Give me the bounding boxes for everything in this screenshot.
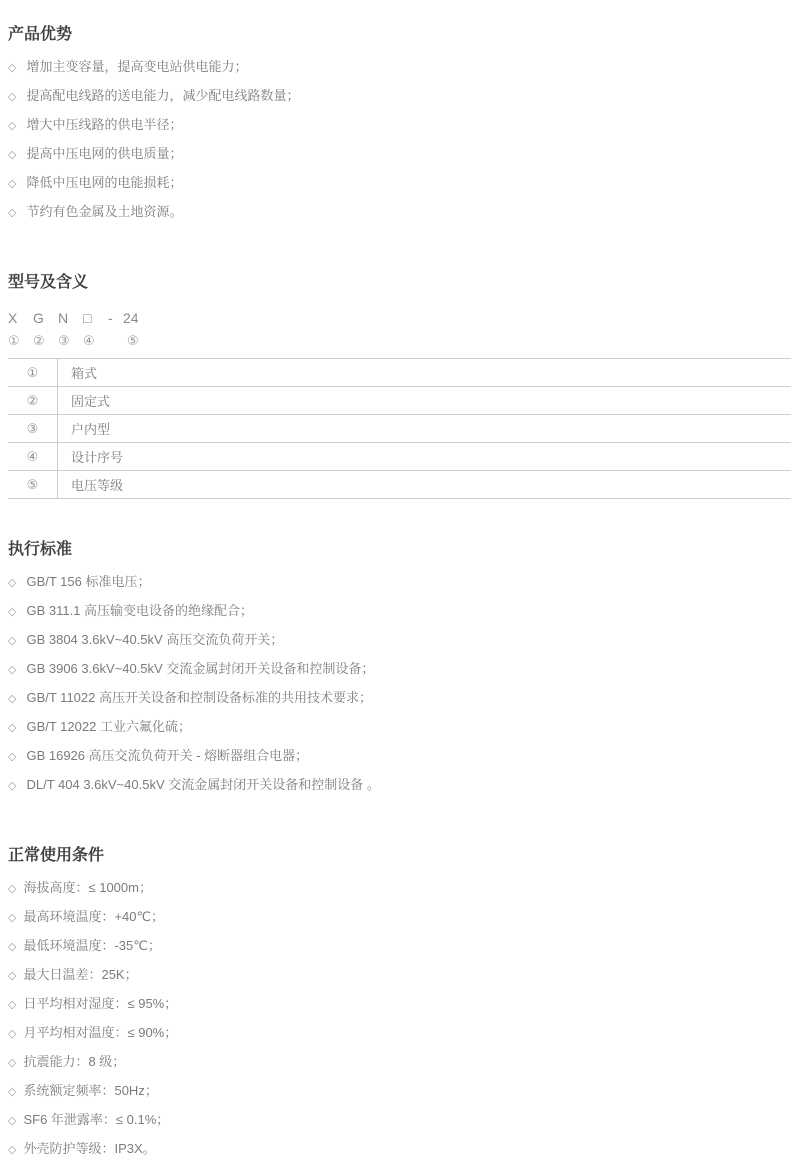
model-code-row bbox=[8, 311, 791, 326]
diamond-bullet-icon: ◇ bbox=[8, 577, 17, 589]
section-standards bbox=[8, 541, 791, 800]
table-row bbox=[8, 443, 791, 471]
conditions-list bbox=[8, 874, 791, 1164]
diamond-bullet-icon: ◇ bbox=[8, 970, 17, 982]
list-item-text: 提高配电线路的送电能力，减少配电线路数量； bbox=[26, 88, 300, 103]
diamond-bullet-icon: ◇ bbox=[8, 1028, 17, 1040]
list-item bbox=[8, 1135, 791, 1164]
list-item bbox=[8, 932, 791, 961]
diamond-bullet-icon: ◇ bbox=[8, 178, 17, 190]
table-cell-meaning: 户内型 bbox=[58, 415, 792, 443]
list-item bbox=[8, 990, 791, 1019]
table-row bbox=[8, 471, 791, 499]
list-item bbox=[8, 771, 791, 800]
table-cell-number: ① bbox=[8, 359, 58, 387]
section-conditions bbox=[8, 847, 791, 1164]
list-item bbox=[8, 713, 791, 742]
list-item-text: 提高中压电网的供电质量； bbox=[26, 146, 183, 161]
table-cell-number: ⑤ bbox=[8, 471, 58, 499]
standards-list bbox=[8, 568, 791, 800]
model-code-placeholder-box: □ bbox=[83, 310, 92, 326]
diamond-bullet-icon: ◇ bbox=[8, 1057, 17, 1069]
table-cell-number: ④ bbox=[8, 443, 58, 471]
list-item-text: DL/T 404 3.6kV~40.5kV 交流金属封闭开关设备和控制设备 。 bbox=[26, 777, 380, 792]
list-item bbox=[8, 903, 791, 932]
model-code-char: G bbox=[33, 310, 44, 326]
circled-number-icon: ④ bbox=[83, 333, 95, 348]
circled-number-icon: ② bbox=[33, 333, 45, 348]
model-code-char: X bbox=[8, 310, 18, 326]
diamond-bullet-icon: ◇ bbox=[8, 664, 17, 676]
list-item-text: 月平均相对温度：≤ 90%； bbox=[23, 1025, 178, 1040]
list-item bbox=[8, 198, 791, 227]
list-item-text: SF6 年泄露率：≤ 0.1%； bbox=[23, 1112, 170, 1127]
list-item bbox=[8, 1048, 791, 1077]
diamond-bullet-icon: ◇ bbox=[8, 91, 17, 103]
table-row bbox=[8, 359, 791, 387]
diamond-bullet-icon: ◇ bbox=[8, 780, 17, 792]
table-row bbox=[8, 387, 791, 415]
list-item-text: 最高环境温度：+40℃； bbox=[23, 909, 165, 924]
list-item-text: 增大中压线路的供电半径； bbox=[26, 117, 183, 132]
table-cell-number: ③ bbox=[8, 415, 58, 443]
list-item-text: GB/T 11022 高压开关设备和控制设备标准的共用技术要求； bbox=[26, 690, 372, 705]
advantages-list bbox=[8, 53, 791, 227]
diamond-bullet-icon: ◇ bbox=[8, 1144, 17, 1156]
list-item-text: GB 3804 3.6kV~40.5kV 高压交流负荷开关； bbox=[26, 632, 284, 647]
list-item bbox=[8, 568, 791, 597]
model-position-marks-row bbox=[8, 334, 791, 348]
list-item bbox=[8, 961, 791, 990]
section-model-meaning bbox=[8, 274, 791, 499]
model-meaning-table bbox=[8, 358, 791, 499]
conditions-title: 正常使用条件 bbox=[8, 847, 105, 864]
list-item-text: 外壳防护等级：IP3X。 bbox=[23, 1141, 156, 1156]
list-item bbox=[8, 140, 791, 169]
table-row bbox=[8, 415, 791, 443]
list-item bbox=[8, 111, 791, 140]
list-item-text: 最大日温差：25K； bbox=[23, 967, 138, 982]
circled-number-icon: ③ bbox=[58, 333, 70, 348]
model-code-voltage: 24 bbox=[123, 310, 139, 326]
diamond-bullet-icon: ◇ bbox=[8, 1086, 17, 1098]
list-item bbox=[8, 742, 791, 771]
diamond-bullet-icon: ◇ bbox=[8, 693, 17, 705]
list-item-text: GB 311.1 高压输变电设备的绝缘配合； bbox=[26, 603, 254, 618]
list-item bbox=[8, 1077, 791, 1106]
list-item bbox=[8, 626, 791, 655]
list-item-text: GB 3906 3.6kV~40.5kV 交流金属封闭开关设备和控制设备； bbox=[26, 661, 375, 676]
section-advantages bbox=[8, 26, 791, 227]
list-item bbox=[8, 684, 791, 713]
list-item-text: 系统额定频率：50Hz； bbox=[23, 1083, 158, 1098]
circled-number-icon: ⑤ bbox=[127, 333, 139, 348]
diamond-bullet-icon: ◇ bbox=[8, 722, 17, 734]
model-title: 型号及含义 bbox=[8, 274, 89, 291]
list-item-text: 日平均相对湿度：≤ 95%； bbox=[23, 996, 178, 1011]
list-item-text: 抗震能力：8 级； bbox=[23, 1054, 126, 1069]
diamond-bullet-icon: ◇ bbox=[8, 635, 17, 647]
list-item-text: 海拔高度：≤ 1000m； bbox=[23, 880, 152, 895]
diamond-bullet-icon: ◇ bbox=[8, 941, 17, 953]
diamond-bullet-icon: ◇ bbox=[8, 207, 17, 219]
table-cell-meaning: 箱式 bbox=[58, 359, 792, 387]
diamond-bullet-icon: ◇ bbox=[8, 751, 17, 763]
model-code-char: N bbox=[58, 310, 69, 326]
list-item-text: 降低中压电网的电能损耗； bbox=[26, 175, 183, 190]
table-cell-meaning: 固定式 bbox=[58, 387, 792, 415]
diamond-bullet-icon: ◇ bbox=[8, 606, 17, 618]
circled-number-icon: ① bbox=[8, 333, 20, 348]
model-code-dash: - bbox=[108, 310, 113, 326]
diamond-bullet-icon: ◇ bbox=[8, 120, 17, 132]
diamond-bullet-icon: ◇ bbox=[8, 1115, 17, 1127]
diamond-bullet-icon: ◇ bbox=[8, 999, 17, 1011]
list-item bbox=[8, 53, 791, 82]
diamond-bullet-icon: ◇ bbox=[8, 149, 17, 161]
diamond-bullet-icon: ◇ bbox=[8, 883, 17, 895]
table-cell-meaning: 电压等级 bbox=[58, 471, 792, 499]
standards-title: 执行标准 bbox=[8, 541, 73, 558]
advantages-title: 产品优势 bbox=[8, 26, 73, 43]
list-item bbox=[8, 169, 791, 198]
list-item-text: 最低环境温度：-35℃； bbox=[23, 938, 161, 953]
list-item-text: GB 16926 高压交流负荷开关 - 熔断器组合电器； bbox=[26, 748, 309, 763]
list-item bbox=[8, 874, 791, 903]
list-item bbox=[8, 1106, 791, 1135]
diamond-bullet-icon: ◇ bbox=[8, 912, 17, 924]
list-item bbox=[8, 655, 791, 684]
table-cell-number: ② bbox=[8, 387, 58, 415]
list-item-text: 节约有色金属及土地资源。 bbox=[26, 204, 183, 219]
list-item-text: GB/T 156 标准电压； bbox=[26, 574, 151, 589]
list-item-text: GB/T 12022 工业六氟化硫； bbox=[26, 719, 191, 734]
diamond-bullet-icon: ◇ bbox=[8, 62, 17, 74]
table-cell-meaning: 设计序号 bbox=[58, 443, 792, 471]
list-item-text: 增加主变容量，提高变电站供电能力； bbox=[26, 59, 248, 74]
list-item bbox=[8, 1019, 791, 1048]
list-item bbox=[8, 82, 791, 111]
list-item bbox=[8, 597, 791, 626]
